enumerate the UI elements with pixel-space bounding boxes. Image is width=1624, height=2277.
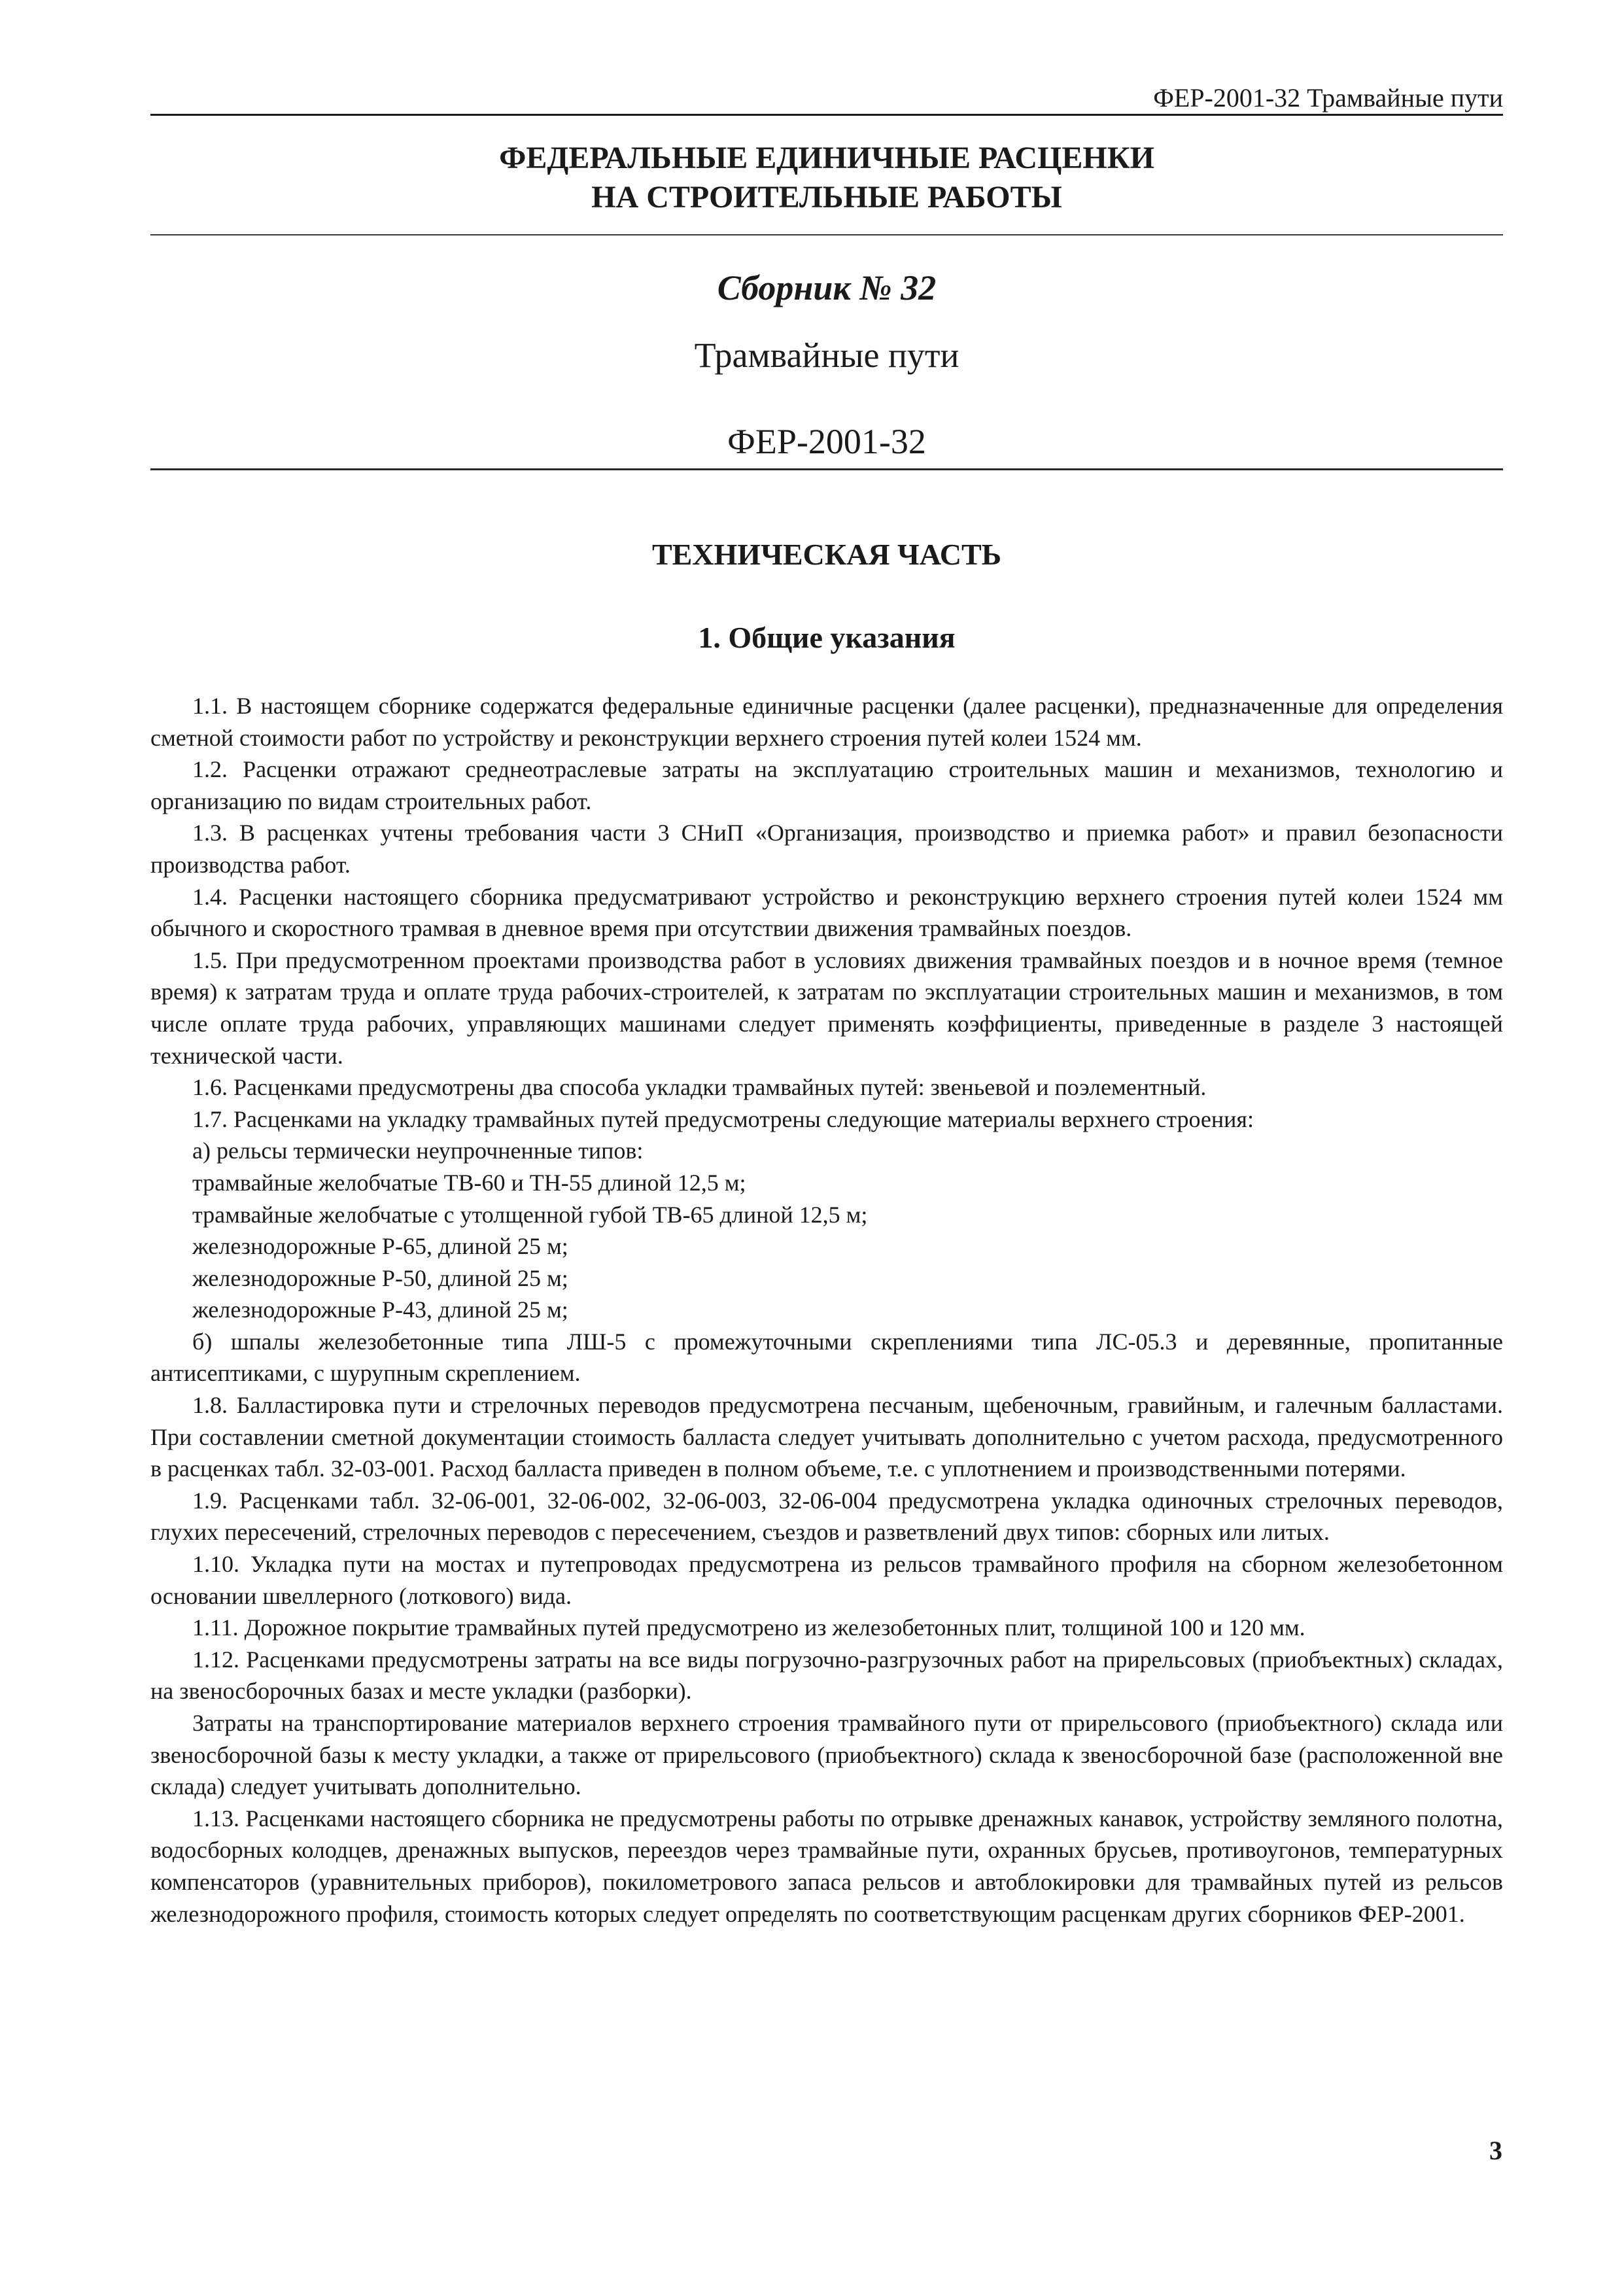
document-title-line-2: НА СТРОИТЕЛЬНЫЕ РАБОТЫ	[591, 180, 1062, 215]
collection-code: ФЕР-2001-32	[727, 422, 926, 461]
running-header-title: ФЕР-2001-32 Трамвайные пути	[1153, 83, 1503, 113]
collection-number: Сборник № 32	[717, 268, 937, 307]
document-title-line-1: ФЕДЕРАЛЬНЫЕ ЕДИНИЧНЫЕ РАСЦЕНКИ	[499, 141, 1154, 175]
list-item-rail-r65: железнодорожные Р-65, длиной 25 м;	[192, 1233, 568, 1260]
paragraph-1-12-continued: Затраты на транспортирование материалов верхнего строения трамвайного пути от прирельсового (приобъектного) склада или звеносборочной базы к месту укладки, а также от прирельсового (приобъектного) склада к звеносборочной базе (расположенной вне склада) следует учитывать дополнительно.	[150, 1710, 1503, 1800]
part-title: ТЕХНИЧЕСКАЯ ЧАСТЬ	[651, 538, 1002, 571]
list-item-rail-tv60: трамвайные желобчатые ТВ-60 и ТН-55 длиной 12,5 м;	[192, 1169, 746, 1196]
running-header	[150, 77, 1503, 116]
collection-divider	[150, 468, 1503, 470]
page-number: 3	[1489, 2136, 1502, 2165]
list-item-rails: а) рельсы термически неупрочненные типов:	[192, 1138, 644, 1164]
list-item-rail-r43: железнодорожные Р-43, длиной 25 м;	[192, 1296, 568, 1323]
paragraph-1-9: 1.9. Расценками табл. 32-06-001, 32-06-002, 32-06-003, 32-06-004 предусмотрена укладка одиночных стрелочных переводов, глухих пересечений, стрелочных переводов с пересечением, съездов и разветвлений двух типов: сборных или литых.	[150, 1487, 1503, 1546]
paragraph-1-12: 1.12. Расценками предусмотрены затраты на все виды погрузочно-разгрузочных работ на прирельсовых (приобъектных) складах, на звеносборочных базах и месте укладки (разборки).	[150, 1646, 1503, 1705]
paragraph-1-10: 1.10. Укладка пути на мостах и путепроводах предусмотрена из рельсов трамвайного профиля на сборном железобетонном основании швеллерного (лоткового) вида.	[150, 1551, 1503, 1609]
list-item-rail-tv65: трамвайные желобчатые с утолщенной губой ТВ-65 длиной 12,5 м;	[192, 1201, 868, 1228]
section-title: 1. Общие указания	[698, 621, 956, 654]
paragraph-1-2: 1.2. Расценки отражают среднеотраслевые затраты на эксплуатацию строительных машин и механизмов, технологию и организацию по видам строительных работ.	[150, 756, 1503, 814]
paragraph-1-3: 1.3. В расценках учтены требования части 3 СНиП «Организация, производство и приемка работ» и правил безопасности производства работ.	[150, 820, 1503, 878]
list-item-sleepers: б) шпалы железобетонные типа ЛШ-5 с промежуточными скреплениями типа ЛС-05.3 и деревянные, пропитанные антисептиками, с шурупным скреплением.	[150, 1328, 1503, 1387]
body-text	[150, 690, 1503, 1930]
paragraph-1-5: 1.5. При предусмотренном проектами производства работ в условиях движения трамвайных поездов и в ночное время (темное время) к затратам труда и оплате труда рабочих-строителей, к затратам по эксплуатации строительных машин и механизмов, в том числе оплате труда рабочих, управляющих машинами следует применять коэффициенты, приведенные в разделе 3 настоящей технической части.	[150, 947, 1503, 1069]
paragraph-1-6: 1.6. Расценками предусмотрены два способа укладки трамвайных путей: звеньевой и поэлементный.	[192, 1074, 1207, 1101]
list-item-rail-r50: железнодорожные Р-50, длиной 25 м;	[192, 1264, 568, 1291]
paragraph-1-1: 1.1. В настоящем сборнике содержатся федеральные единичные расценки (далее расценки), предназначенные для определения сметной стоимости работ по устройству и реконструкции верхнего строения путей колеи 1524 мм.	[150, 693, 1503, 751]
document-title	[150, 139, 1503, 217]
paragraph-1-4: 1.4. Расценки настоящего сборника предусматривают устройство и реконструкцию верхнего строения путей колеи 1524 мм обычного и скоростного трамвая в дневное время при отсутствии движения трамвайных поездов.	[150, 883, 1503, 942]
paragraph-1-13: 1.13. Расценками настоящего сборника не предусмотрены работы по отрывке дренажных канавок, устройству земляного полотна, водосборных колодцев, дренажных выпусков, переездов через трамвайные пути, охранных брусьев, противоугонов, температурных компенсаторов (уравнительных приборов), покилометрового запаса рельсов и автоблокировки для трамвайных путей из рельсов железнодорожного профиля, стоимость которых следует определять по соответствующим расценкам других сборников ФЕР-2001.	[150, 1805, 1503, 1927]
title-divider	[150, 234, 1503, 235]
paragraph-1-11: 1.11. Дорожное покрытие трамвайных путей предусмотрено из железобетонных плит, толщиной 100 и 120 мм.	[192, 1614, 1305, 1641]
paragraph-1-7: 1.7. Расценками на укладку трамвайных путей предусмотрены следующие материалы верхнего строения:	[192, 1105, 1254, 1132]
paragraph-1-8: 1.8. Балластировка пути и стрелочных переводов предусмотрена песчаным, щебеночным, гравийным, и галечным балластами. При составлении сметной документации стоимость балласта следует учитывать дополнительно с учетом расхода, предусмотренного в расценках табл. 32-03-001. Расход балласта приведен в полном объеме, т.е. с уплотнением и производственными потерями.	[150, 1392, 1503, 1482]
collection-name: Трамвайные пути	[694, 336, 959, 375]
